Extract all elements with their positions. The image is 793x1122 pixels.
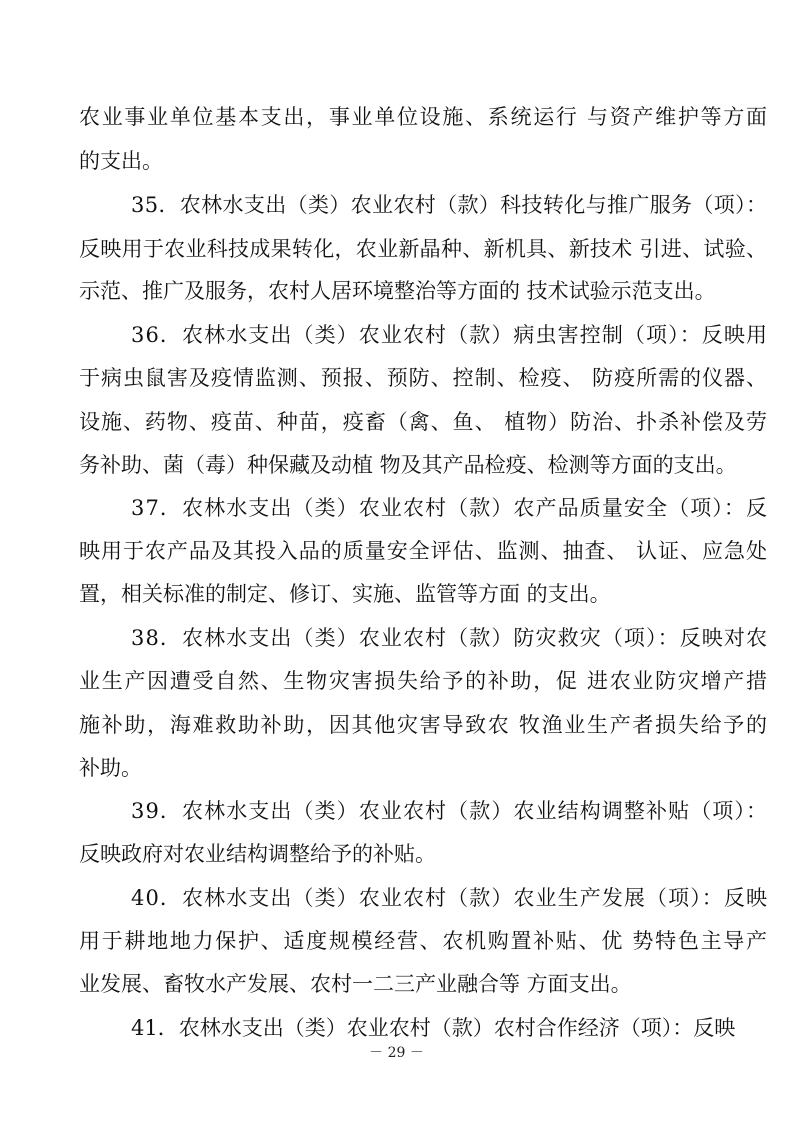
text-line-content: 37．农林水支出（类）农业农村（款）农产品质量安全（项）：反 [131,496,769,520]
text-line-content: 的支出。 [79,149,163,173]
text-line-content: 设施、药物、疫苗、种苗，疫畜（禽、鱼、 植物）防治、扑杀补偿及劳 [79,410,768,434]
text-line-content: 于病虫鼠害及疫情监测、预报、预防、控制、检疫、 防疫所需的仪器、 [79,366,768,390]
text-line-content: 40．农林水支出（类）农业农村（款）农业生产发展（项）：反映 [131,886,769,910]
text-line-content: 务补助、菌（毒）种保藏及动植 物及其产品检疫、检测等方面的支出。 [79,453,737,477]
text-line-content: 反映用于农业科技成果转化，农业新晶种、新机具、新技术 引进、试验、 [79,237,768,261]
text-line-content: 示范、推广及服务，农村人居环境整治等方面的 技术试验示范支出。 [79,279,716,303]
text-line-content: 36．农林水支出（类）农业农村（款）病虫害控制（项）：反映用 [131,323,769,347]
text-line-content: 业生产因遭受自然、生物灾害损失给予的补助，促 进农业防灾增产措 [79,669,769,693]
text-line-content: 农业事业单位基本支出，事业单位设施、系统运行 与资产维护等方面 [79,105,769,129]
text-line-content: 置，相关标准的制定、修订、实施、监管等方面 的支出。 [79,582,611,606]
text-line-content: 35．农林水支出（类）农业农村（款）科技转化与推广服务（项）： [131,193,768,217]
page-number: － 29 － [369,1045,424,1061]
text-line-content: 41．农林水支出（类）农业农村（款）农村合作经济（项）：反映 [131,1016,736,1040]
text-line-content: 反映政府对农业结构调整给予的补贴。 [79,842,436,866]
text-line-content: 用于耕地地力保护、适度规模经营、农机购置补贴、优 势特色主导产 [79,929,769,953]
text-line-content: 业发展、畜牧水产发展、农村一二三产业融合等 方面支出。 [79,972,632,996]
text-line-content: 38．农林水支出（类）农业农村（款）防灾救灾（项）：反映对农 [131,626,769,650]
text-line-content: 施补助，海难救助补助，因其他灾害导致农 牧渔业生产者损失给予的 [79,713,769,737]
text-line-content: 补助。 [79,756,142,780]
text-line-content: 39．农林水支出（类）农业农村（款）农业结构调整补贴（项）： [131,799,769,823]
text-line-content: 映用于农产品及其投入品的质量安全评估、监测、抽査、 认证、应急处 [79,539,768,563]
